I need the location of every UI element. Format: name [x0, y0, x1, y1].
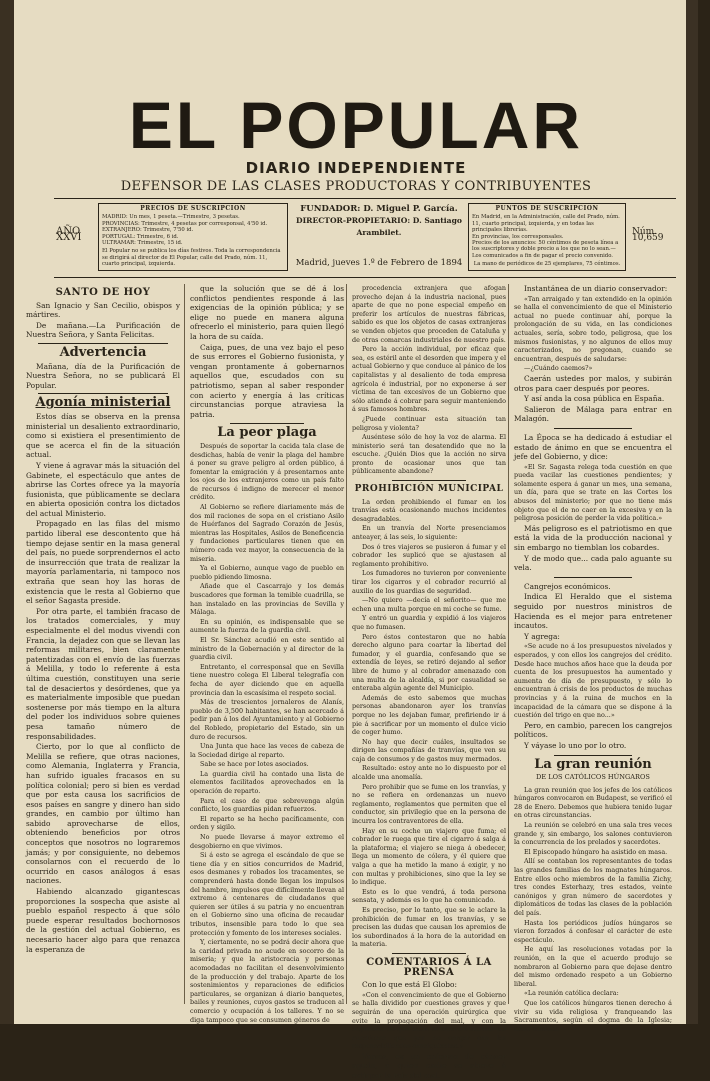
prices-line: ULTRAMAR: Trimestre, 15 id.	[102, 240, 183, 247]
prices-note: El Popular no se publica los días festivos. Toda la correspondencia se dirigirá al director de El Popular, calle del Prado, núm. 11, cuarto principal, izquierda.	[102, 248, 281, 268]
article-paragraph: En un tranvía del Norte presenciamos anteayer, á las seis, lo siguiente:	[352, 524, 506, 542]
article-paragraph: Hay en su coche un viajero que fuma; el cobrador le ruega que tire el cigarro á salga á la plataforma; el viajero se niega á obedecer, llega un momento de cólera, y él quiere que valga a que ha metido la mano á exigir, y no con multas y prohibiciones, sino que la ley se lo indique.	[352, 826, 506, 887]
prices-line: MADRID: Un mes, 1 peseta.—Trimestre, 3 pesetas.	[102, 214, 240, 221]
dateline: Madrid, jueves 1.º de Febrero de 1894	[295, 258, 463, 268]
article-paragraph: Resultado: estoy ante no lo dispuesto por el alcalde una anomalía.	[352, 764, 506, 782]
column-1	[26, 284, 180, 1012]
article-paragraph: —No quiero —decía el señorito— que me echen una multa porque en mi coche se fume.	[352, 596, 506, 613]
column-rule	[346, 284, 347, 1004]
article-paragraph: Sabe se hace por lotes asociados.	[200, 760, 309, 769]
article-paragraph: Pero, en cambio, parecen los cangrejos políticos.	[514, 720, 672, 740]
article-paragraph: Los fumadores no tuvieron por conveniente tirar los cigarros y el cobrador recurrió al auxilio de los guardias de seguridad.	[352, 569, 506, 595]
article-paragraph: Más peligroso es el patriotismo en que está la vida de la producción nacional y sin embargo no tiemblan los cobardes.	[514, 523, 672, 553]
founder-line: FUNDADOR: D. Miguel P. García.	[300, 204, 458, 214]
article-paragraph: El reparto se ha hecho pacíficamente, con orden y sigilo.	[190, 814, 344, 832]
article-paragraph: Estos días se observa en la prensa ministerial un desaliento extraordinario, como si existiera el presentimiento de que se acerca el fin de la situación actual.	[26, 411, 180, 460]
column-rule	[508, 284, 509, 1004]
article-paragraph: Y agrega:	[524, 631, 560, 641]
article-paragraph: «Se acude no á los presupuestos nivelados y esperados, y con ellos los cangrejos del crédito. Desde hace muchos años hace que la deuda por cuenta de los presupuestos ha aumentado y aumenta de día de presupuesto, y sólo lo encuentran á crisis de los productos de muchas provincias y á la ruina de muchos en la incapacidad de la cámara que se dispone á la cuestión del trigo en que no...»	[514, 642, 672, 720]
divider	[392, 953, 466, 954]
divider	[554, 755, 632, 756]
article-paragraph: Después de soportar la cacida tala clase de desdichas, había de venir la plaga del hambre á poner su grave peligro al orden público, á fomentar la emigración y á presentarnos ante los ojos de los extranjeros como un país falto de recursos é indigno de merecer el menor crédito.	[190, 441, 344, 502]
article-paragraph: Pero la acción individual, por eficaz que sea, es estéril ante el desorden que impera y el actual Gobierno y que conduce al pánico de los capitalistas y al desaliento de toda empresa agrícola é industrial, por no exponerse á ser víctima de tan excesivos de un Gobierno que sólo atiende á cobrar para seguir manteniendo á sus famosos hombres.	[352, 345, 506, 414]
column-4	[514, 284, 672, 1033]
article-paragraph: No puede llevarse á mayor extremo el desgobierno en que vivimos.	[190, 833, 344, 850]
article-paragraph: Cangrejos económicos.	[524, 581, 611, 591]
article-paragraph: —¿Cuándo caemos?»	[524, 364, 593, 373]
advertencia-heading: Advertencia	[59, 344, 147, 360]
article-paragraph: Allí se contaban los representantes de todas las grandes familias de los magnates húngaros. Entre ellos ocho miembros de la familia Zichy, tres condes Esterhazy, tres estados, veinte canónigos y gran número de sacerdotes y diplomáticos de todas las clases de la población del país.	[514, 857, 672, 917]
santo-heading: SANTO DE HOY	[55, 287, 151, 298]
article-paragraph: No hay que decir cuáles, insultados se dirigen las compañías de tranvías, que ven su caja de consumos y de gastos muy mermados.	[352, 737, 506, 763]
points-line: Precios de los anuncios: 50 céntimos de peseta línea a los suscriptores y doble precio a los que no lo sean.—Los comunicados a fin de pagar el precio convenido.	[472, 240, 619, 259]
article-paragraph: Salieron de Málaga para entrar en Malagón.	[514, 404, 672, 424]
article-paragraph: Habiendo alcanzado gigantescas proporciones la sospecha que asiste al pueblo español respecto á que sólo puede esperar resultados bochornosos de la gestión del actual Gobierno, es necesario hacer algo para que renazca la esperanza de	[26, 887, 180, 954]
article-paragraph: El Episcopado húngaro ha asistido en masa.	[524, 847, 668, 856]
article-paragraph: La gran reunión que los jefes de los católicos húngaros convocaron en Budapest, se verificó el 28 de Enero. Debemos que hubiera tenido lugar en otras circunstancias.	[514, 785, 672, 820]
column-2	[190, 284, 344, 1024]
article-paragraph: Al Gobierno se refiere diariamente más de dos mil raciones de sopa en el cristiano Asilo de Huérfanos del Sagrado Corazón de Jesús, mientras las Hospitales, Asilos de Beneficencia y fundaciones particulares tienen que en número cada vez mayor, la consecuencia de la miseria.	[190, 503, 344, 563]
santo-text: San Ignacio y San Cecilio, obispos y mártires.	[26, 300, 180, 320]
divider	[392, 480, 466, 481]
article-paragraph: «El Sr. Sagasta relega toda cuestión en que pueda vacilar las cuestiones pendientes; y solamente espera á ganar un mes, una semana, un día, para que se trate en las Cortes los abusos del ministerio; por que no tiene más objeto que el de no caer en la excesiva y en la peligrosa posición de perder la vida política.»	[514, 462, 672, 523]
article-paragraph: ¿Puede continuar esta situación tan peligrosa y violenta?	[352, 414, 506, 432]
article-paragraph: Y de modo que... cada palo aguante su vela.	[514, 553, 672, 573]
points-note: La mano de periódicos de 25 ejemplares, 75 céntimos.	[473, 261, 621, 268]
article-paragraph: Auséntese sólo de hoy la voz de alarma. El ministerio será tan desatendido que no la escuche. ¿Quién Dios que la acción no sirva pronto de ocasionar unos que tan públicamente abandone?	[352, 433, 506, 476]
article-paragraph: «La reunión católica declara:	[524, 989, 619, 998]
divider	[230, 423, 304, 424]
article-paragraph: Y entró un guardia y expidió á los viajeros que no fumasen.	[352, 614, 506, 631]
points-box	[468, 203, 626, 271]
article-paragraph: Pero prohibir que se fume en los tranvías, y no se refiera en ordenanzas un nuevo reglamento, reglamentos que permiten que el conductor, sin privilegio que en la persona de incurra los contraventores de ella.	[352, 782, 506, 826]
article-paragraph: Pero éstos contestaron que no había derecho alguno para coartar la libertad del fumador, y el guardia, confesando que se extendía de leyes, se retiró dejando al señor libre de humo y al cobrador amenazado con una multa de la alcaldía, si por casualidad se enteraba algún agente del Municipio.	[352, 632, 506, 693]
article-paragraph: Y así anda la cosa pública en España.	[524, 394, 665, 404]
article-paragraph: Además de esto sabemos que muchas personas abandonaron ayer los tranvías porque no les dejaban fumar, prefiriendo ir á pie á sacrificar por un momento el dulce vicio de coger humo.	[352, 693, 506, 737]
prices-box	[98, 203, 288, 271]
newspaper-title: EL POPULAR	[128, 88, 584, 162]
divider	[554, 577, 632, 578]
article-paragraph: Vamos, es un enfermo de cáncer agudo, á quien nadie se atreve á extirpar la raíz del mal.	[352, 1051, 506, 1081]
article-paragraph: Si á esto se agrega el escándalo de que se tiene día y en sitios concurridos de Madrid, esos desmanes y robados los tracamentes, se comprenderá hasta donde llegan los impulsos del hambre, impulsos que difícilmente llevan al extremo á centenares de ciudadanos que quieren ser útiles á su patria y no encuentran en el Gobierno sino una oficina de recaudar tributos, insensible para todo lo que sea protección y fomento de los intereses sociales.	[190, 851, 344, 937]
article-paragraph: Y, ciertamente, no se podrá decir ahora que la caridad privada no acude en socorro de la miseria; y que la aristocracia y personas acomodadas no facilitan el desenvolvimiento de la producción y del trabajo. Aparte de los sostenimientos y reparaciones de edificios particulares, se organizan á diario banquetes, bailes y reuniones, cuyos gastos se traducen al comercio y ocupación á los talleres. Y no se diga tampoco que se consumen géneros de	[190, 938, 344, 1024]
divider	[38, 343, 168, 344]
article-paragraph: Añade que el Cascarrajo y los demás buscadores que forman la temible cuadrilla, se han instalado en las provincias de Sevilla y Málaga.	[190, 582, 344, 617]
article-paragraph: En su opinión, es indispensable que se aumente la fuerza de la guardia civil.	[190, 617, 344, 635]
newspaper-page	[14, 0, 698, 1081]
prices-line: EXTRANJERO: Trimestre, 7'50 id.	[102, 227, 194, 234]
column-rule	[184, 284, 185, 1004]
article-paragraph: Para el caso de que sobrevenga algún conflicto, los guardias pidan refuerzos.	[190, 796, 344, 814]
article-paragraph: Hasta los periódicos judíos húngaros se vieron forzados á confesar el carácter de este espectáculo.	[514, 918, 672, 944]
article-paragraph: «Con el convencimiento de que el Gobierno se halla dividido por cuestiones graves y que seguirán de una operación quirúrgica que evite la propagación del mal, y con la seguridad de que nadie se atreve á afirmar las cuestiones que por no cargar con las responsabilidades consiguientes.»	[352, 990, 506, 1051]
article-paragraph: Por otra parte, el también fracaso de los tratados comerciales, y muy especialmente el del modus vivendi con Francia, la dejadez con que se llevan las reformas militares, bien claramente patentizadas con el envío de las fuerzas á Melilla, y todo lo referente á esta última cuestión, constituyen una serie tal de desaciertos y desórdenes, que ya es materialmente imposible que puedan sostenerse por más tiempo en la altura del poder los individuos sobre quienes pesa tamaño número de responsabilidades.	[26, 606, 180, 741]
article-paragraph: Y viene á agravar más la situación del Gabinete, el espectáculo que antes de abrirse las Cortes ofrece ya la mayoría fusionista, que públicamente se declara en abierta oposición contra los dictados del actual Ministerio.	[26, 460, 180, 518]
article-paragraph: Cierto, por lo que al conflicto de Melilla se refiere, que otras naciones, como Alemania, Inglaterra y Francia, han sufrido iguales fracasos en su política colonial; pero si bien es verdad que por esta causa los sacrificios de esos países en sangre y dinero han sido grandes, en cambio por último han sabido aprovecharse de ellos, obteniendo beneficios por otros conceptos que nosotros no lograremos jamás; y por consiguiente, no debemos consolarnos con el recuerdo de lo ocurrido en casos análogos á esas naciones.	[26, 742, 180, 886]
article-paragraph: La Época se ha dedicado á estudiar el estado de ánimo en que se encuentra el jefe del Gobierno, y dice:	[514, 432, 672, 462]
subscription-info-bar	[54, 198, 676, 278]
director-line: DIRECTOR-PROPIETARIO: D. Santiago Arambilet.	[296, 216, 462, 237]
column-3	[352, 284, 506, 1081]
article-paragraph: La guardia civil ha contado una lista de elementos facilitados aprovechados en la operación de reparto.	[190, 769, 344, 796]
article-paragraph: «Tan arraigado y tan extendido en la opinión se halla el convencimiento de que el Ministerio actual no puede continuar ahí, porque la prolongación de su vida, en las condiciones actuales, sería, sobre todo, peligrosa, que los mismos fusionistas, y no algunos de ellos muy caracterizados, no pregonan, cuando se encuentran, después de saludarse:	[514, 294, 672, 363]
santo-text: De mañana.—La Purificación de Nuestra Señora, y Santa Felicitas.	[26, 320, 180, 340]
article-paragraph: La orden prohibiendo el fumar en los tranvías está ocasionando muchos incidentes desagradables.	[352, 497, 506, 523]
article-paragraph: La reunión se celebró en una sala tres veces grande y, sin embargo, los salones contuvieron la concurrencia de los prelados y sacerdotes.	[514, 821, 672, 847]
article-paragraph: Instantánea de un diario conservador:	[524, 284, 668, 293]
article-paragraph: Propagado en las filas del mismo partido liberal ese descontento que há tiempo dejase sentir en la masa general del país, no puede sorprendernos el acto de insurrección que trata de realizar la mayoría parlamentaria, ni tampoco nos extraña que sean hoy las horas de existencia que le resta al Gobierno que el señor Sagasta preside.	[26, 519, 180, 606]
comentarios-heading: COMENTARIOS Á LA PRENSA	[366, 956, 492, 978]
article-paragraph: procedencia extranjera que afogan provecho dejan á la industria nacional, pues aparte de que no pone especial empeño en preferir los artículos de nuestras fábricas, sabido es que los objetos de casas extranjeras se venden objetos que proceden de Cataluña y de otras comarcas industriales de nuestro país.	[352, 284, 506, 344]
article-paragraph: Caerán ustedes por malos, y subirán otros para caer después por peores.	[514, 373, 672, 393]
reunion-heading: La gran reunión	[534, 756, 652, 772]
points-line: En Madrid, en la Administración, calle del Prado, núm. 11, cuarto principal, izquierda, y en todas las principales librerías.	[472, 214, 620, 234]
article-paragraph: Con lo que está El Globo:	[362, 980, 457, 990]
article-paragraph: Indica El Heraldo que el sistema seguido por nuestros ministros de Hacienda es el mejor para entretener incautos.	[514, 592, 672, 631]
article-paragraph: Más de trescientos jornaleros de Alanís, pueblo de 3,500 habitantes, se han acercado á pedir pan á los del Ayuntamiento y al Gobierno del Robledo, propietario del Estado, sin un duro de recursos.	[190, 698, 344, 741]
article-paragraph: Una Junta que hace las veces de cabeza de la Sociedad dirige al reparto.	[190, 742, 344, 759]
agonia-heading: Agonía ministerial	[35, 395, 171, 411]
article-paragraph: Ya el Gobierno, aunque vago de pueblo en pueblo pidiendo limosna.	[190, 564, 344, 581]
reunion-subheading: DE LOS CATÓLICOS HÚNGAROS	[536, 773, 650, 782]
prices-line: PROVINCIAS: Trimestre, 4 pesetas por corresponsal, 4'50 id.	[102, 220, 268, 227]
issue-number: Núm. 10,659	[632, 227, 664, 244]
article-paragraph: Esto es lo que vendrá, á toda persona sensata, y además es lo que ha comunicado.	[352, 887, 506, 905]
article-paragraph: Caiga, pues, de una vez bajo el peso de sus errores el Gobierno fusionista, y vengan prontamente á gobernarnos aquellos que, escudados con su patriotismo, sepan al saber responder con acierto y energía á las críticas circunstancias porque atraviesa la patria.	[190, 342, 344, 419]
points-line: En provincias, los corresponsales.	[472, 233, 564, 240]
divider	[38, 393, 168, 394]
article-paragraph: Y váyase lo uno por lo otro.	[524, 740, 627, 750]
article-paragraph: Entretanto, el corresponsal que en Sevilla tiene nuestro colega El Liberal telegrafía con fecha de ayer diciendo que en aquella provincia dan la escasísima el respeto social.	[190, 662, 344, 697]
article-paragraph: He aquí las resoluciones votadas por la reunión, en la que el acuerdo produjo se nombraron al Gobierno para que dejase dentro del mismo ordenado respeto a un Gobierno liberal.	[514, 945, 672, 988]
newspaper-subtitle: DIARIO INDEPENDIENTE	[245, 159, 467, 177]
article-paragraph: El Sr. Sánchez acudió en este sentido al ministro de la Gobernación y al director de la guardia civil.	[190, 635, 344, 662]
binding-spine	[0, 0, 14, 1024]
points-title: PUNTOS DE SUSCRIPCION	[495, 205, 599, 212]
article-paragraph: Que los católicos húngaros tienen derecho á vivir su vida religiosa y franqueando las Sacramentos, según el dogma de la Iglesia; tiene también	[514, 998, 672, 1033]
editorial-info	[294, 203, 464, 269]
year-label: AÑO XXVI	[56, 226, 82, 244]
newspaper-motto: DEFENSOR DE LAS CLASES PRODUCTORAS Y CONTRIBUYENTES	[120, 179, 592, 194]
divider	[554, 428, 632, 429]
masthead	[14, 88, 698, 194]
advertencia-text: Mañana, día de la Purificación de Nuestra Señora, no se publicará El Popular.	[26, 361, 180, 390]
prices-line: PORTUGAL: Trimestre, 6 id.	[102, 233, 179, 240]
peor-plaga-heading: La peor plaga	[217, 425, 317, 441]
article-paragraph: que la solución que se dé á los conflictos pendientes responde á las exigencias de la opinión pública; y se elige no puede en manera alguna ofrecerlo el ministerio, para quien llegó la hora de su caída.	[190, 284, 344, 341]
article-paragraph: Es preciso, por lo tanto, que se le aclare la prohibición de fumar en los tranvías, y se precisen las dudas que causan los apremios de los subordinados á la hora de la autoridad en la materia.	[352, 905, 506, 949]
prices-title: PRECIOS DE SUSCRIPCION	[140, 205, 246, 212]
prohibicion-heading: PROHIBICIÓN MUNICIPAL	[354, 484, 504, 495]
article-paragraph: Dos ó tres viajeros se pusieron á fumar y el cobrador les suplicó que se ajustasen al reglamento prohibitivo.	[352, 542, 506, 568]
